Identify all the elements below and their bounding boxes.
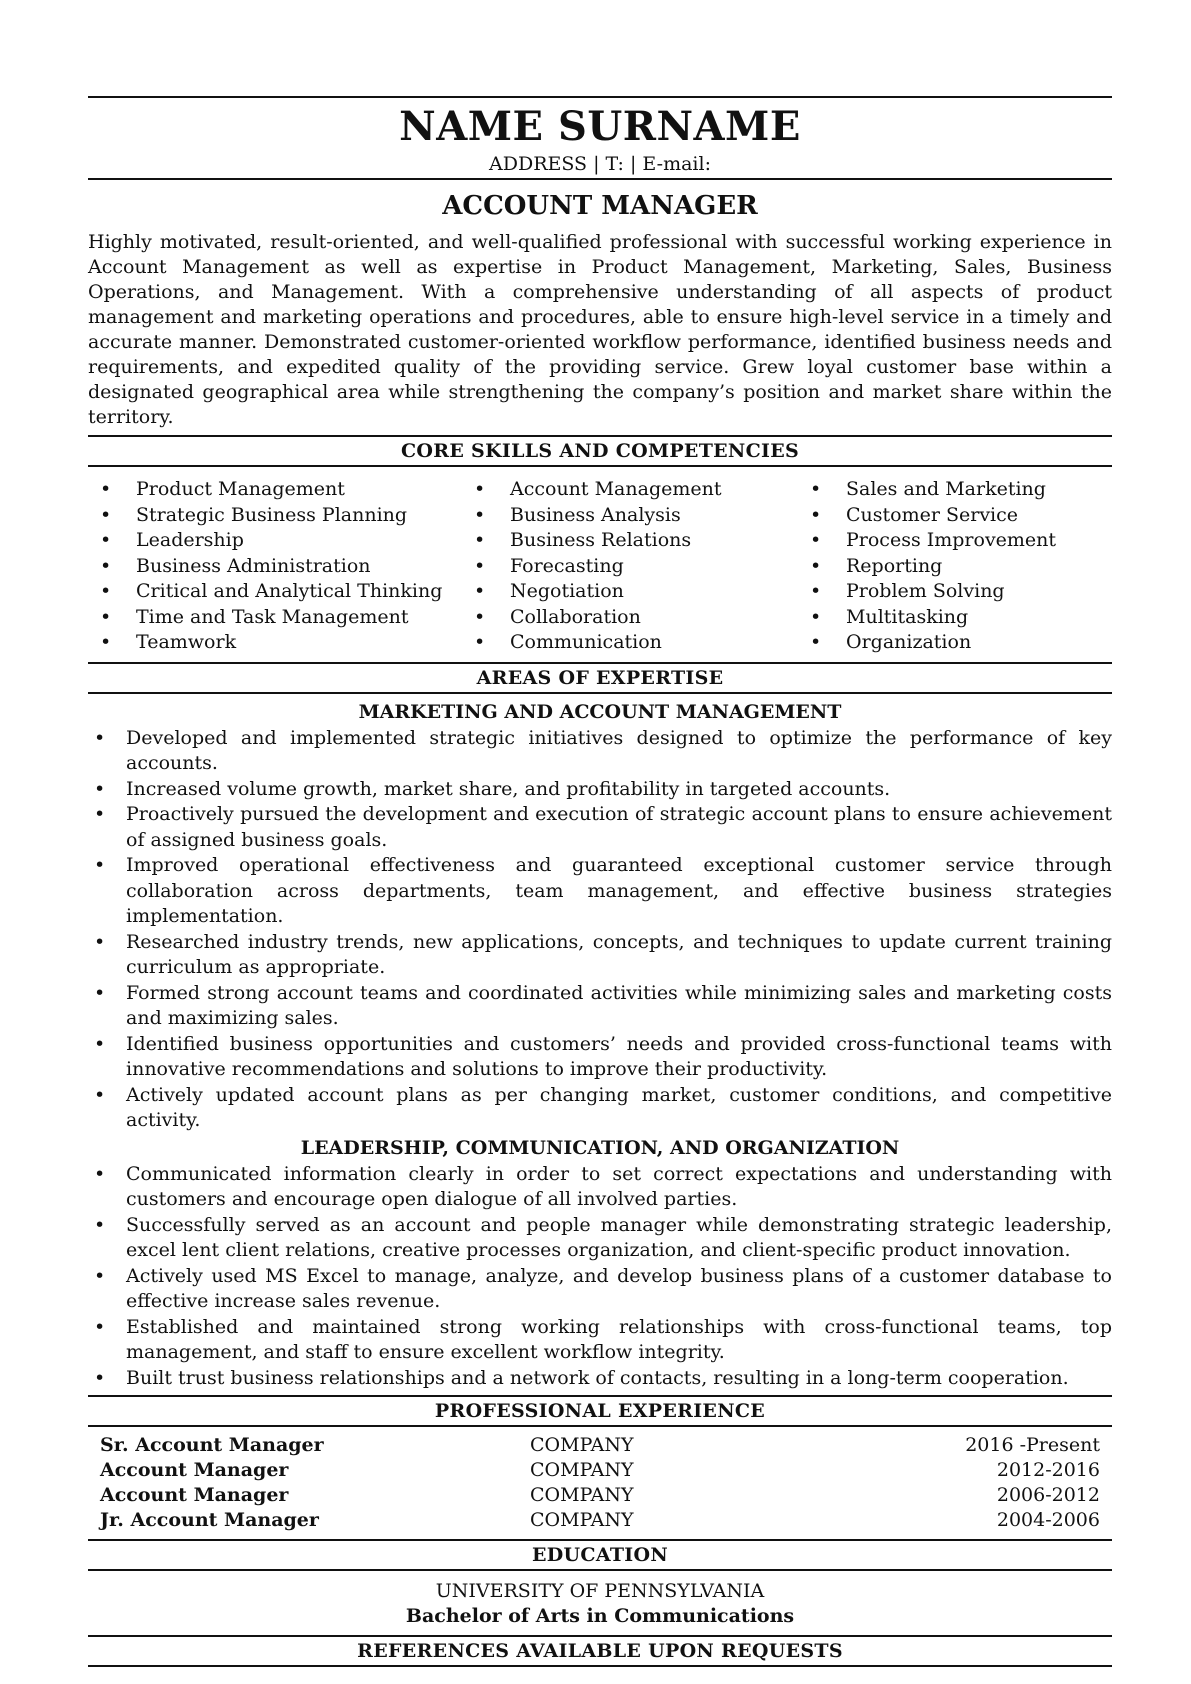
expertise-group-title: MARKETING AND ACCOUNT MANAGEMENT	[358, 700, 842, 723]
skill-item: • Forecasting	[462, 554, 798, 580]
skill-item: • Process Improvement	[798, 528, 1108, 554]
experience-years: 2006-2012	[996, 1484, 1100, 1506]
expertise-list-marketing	[88, 726, 1112, 1134]
skill-item: • Collaboration	[462, 605, 798, 631]
experience-company: COMPANY	[530, 1509, 634, 1531]
experience-role: Jr. Account Manager	[100, 1509, 319, 1531]
experience-heading: PROFESSIONAL EXPERIENCE	[88, 1395, 1112, 1427]
skill-item: • Organization	[798, 630, 1108, 656]
list-item: • Established and maintained strong working relationships with cross-functional teams, top management, and staff to ensure excellent workflow integrity.	[88, 1315, 1112, 1366]
experience-company: COMPANY	[530, 1434, 634, 1456]
list-item: • Researched industry trends, new applications, concepts, and techniques to update current training curriculum as appropriate.	[88, 930, 1112, 981]
skills-grid	[88, 467, 1112, 662]
candidate-name: NAME SURNAME	[399, 103, 801, 150]
skills-column-3	[798, 477, 1108, 656]
skill-item: • Account Management	[462, 477, 798, 503]
list-item: • Developed and implemented strategic initiatives designed to optimize the performance of key accounts.	[88, 726, 1112, 777]
list-item: • Improved operational effectiveness and guaranteed exceptional customer service through collaboration across departments, team management, and effective business strategies implementation.	[88, 853, 1112, 930]
education-school: UNIVERSITY OF PENNSYLVANIA	[435, 1580, 765, 1602]
education-degree: Bachelor of Arts in Communications	[405, 1605, 795, 1627]
skill-item: • Problem Solving	[798, 579, 1108, 605]
list-item: • Identified business opportunities and customers’ needs and provided cross-functional teams with innovative recommendations and solutions to improve their productivity.	[88, 1032, 1112, 1083]
experience-years: 2012-2016	[996, 1459, 1100, 1481]
job-title: ACCOUNT MANAGER	[442, 191, 758, 221]
table-row	[88, 1458, 1112, 1483]
skill-item: • Customer Service	[798, 503, 1108, 529]
skill-item: • Product Management	[88, 477, 462, 503]
experience-company: COMPANY	[530, 1459, 634, 1481]
table-row	[88, 1433, 1112, 1458]
experience-years: 2004-2006	[996, 1509, 1100, 1531]
list-item: • Formed strong account teams and coordinated activities while minimizing sales and marketing costs and maximizing sales.	[88, 981, 1112, 1032]
list-item: • Built trust business relationships and a network of contacts, resulting in a long-term cooperation.	[88, 1366, 1112, 1392]
experience-table	[88, 1433, 1112, 1533]
list-item: • Proactively pursued the development and execution of strategic account plans to ensure achievement of assigned business goals.	[88, 802, 1112, 853]
skill-item: • Reporting	[798, 554, 1108, 580]
table-row	[88, 1483, 1112, 1508]
skill-item: • Critical and Analytical Thinking	[88, 579, 462, 605]
expertise-group-title: LEADERSHIP, COMMUNICATION, AND ORGANIZATION	[300, 1136, 900, 1159]
education-block	[88, 1571, 1112, 1635]
table-row	[88, 1508, 1112, 1533]
skill-item: • Business Analysis	[462, 503, 798, 529]
experience-company: COMPANY	[530, 1484, 634, 1506]
experience-role: Account Manager	[100, 1484, 289, 1506]
list-item: • Increased volume growth, market share, and profitability in targeted accounts.	[88, 777, 1112, 803]
skills-column-2	[462, 477, 798, 656]
expertise-list-leadership	[88, 1162, 1112, 1392]
resume-page	[88, 0, 1112, 1667]
list-item: • Actively used MS Excel to manage, analyze, and develop business plans of a customer database to effective increase sales revenue.	[88, 1264, 1112, 1315]
contact-line: ADDRESS | T: | E-mail:	[489, 153, 711, 175]
experience-years: 2016 -Present	[965, 1434, 1100, 1456]
experience-role: Sr. Account Manager	[100, 1434, 324, 1456]
list-item: • Successfully served as an account and people manager while demonstrating strategic leadership, excel lent client relations, creative processes organization, and client-specific product innovation.	[88, 1213, 1112, 1264]
skill-item: • Teamwork	[88, 630, 462, 656]
skill-item: • Negotiation	[462, 579, 798, 605]
skill-item: • Time and Task Management	[88, 605, 462, 631]
skill-item: • Multitasking	[798, 605, 1108, 631]
skills-column-1	[88, 477, 462, 656]
skill-item: • Communication	[462, 630, 798, 656]
list-item: • Communicated information clearly in order to set correct expectations and understanding with customers and encourage open dialogue of all involved parties.	[88, 1162, 1112, 1213]
header-rule	[88, 178, 1112, 180]
summary-paragraph: Highly motivated, result-oriented, and well-qualified professional with successful working experience in Account Management as well as expertise in Product Management, Marketing, Sales, Business Operations, and Management. With a comprehensive understanding of all aspects of product management and marketing operations and procedures, able to ensure high-level service in a timely and accurate manner. Demonstrated customer-oriented workflow performance, identified business needs and requirements, and expedited quality of the providing service. Grew loyal customer base within a designated geographical area while strengthening the company’s position and market share within the territory.	[88, 231, 1112, 428]
skills-heading: CORE SKILLS AND COMPETENCIES	[88, 435, 1112, 467]
education-heading: EDUCATION	[88, 1539, 1112, 1571]
list-item: • Actively updated account plans as per changing market, customer conditions, and competitive activity.	[88, 1083, 1112, 1134]
skill-item: • Business Relations	[462, 528, 798, 554]
references-line: REFERENCES AVAILABLE UPON REQUESTS	[88, 1635, 1112, 1667]
skill-item: • Business Administration	[88, 554, 462, 580]
top-rule	[88, 96, 1112, 98]
skill-item: • Sales and Marketing	[798, 477, 1108, 503]
skill-item: • Leadership	[88, 528, 462, 554]
experience-role: Account Manager	[100, 1459, 289, 1481]
expertise-heading: AREAS OF EXPERTISE	[88, 662, 1112, 694]
skill-item: • Strategic Business Planning	[88, 503, 462, 529]
